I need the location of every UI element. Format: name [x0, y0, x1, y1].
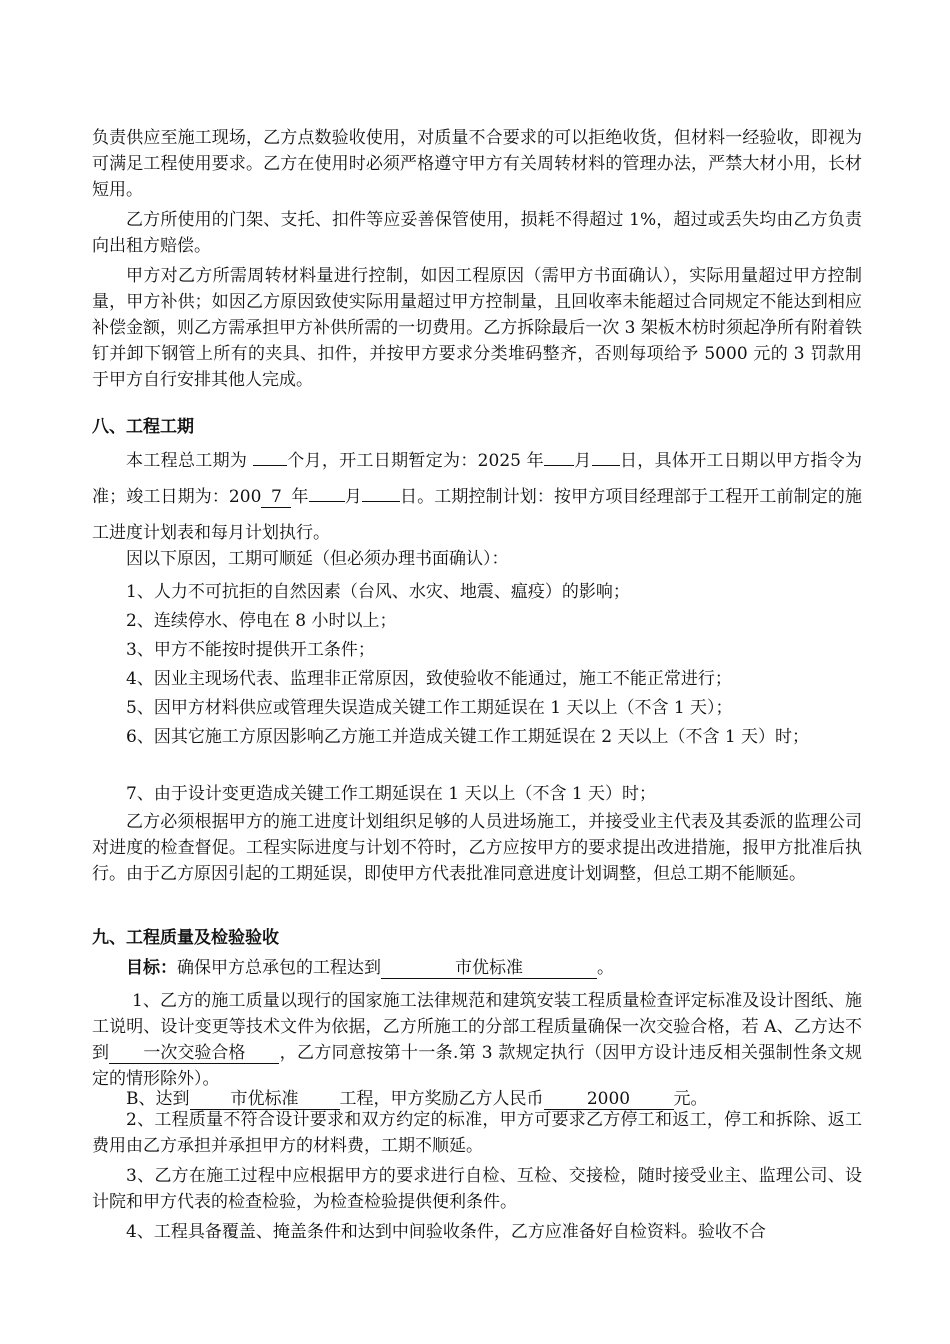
quality-clause-3: 3、乙方在施工过程中应根据甲方的要求进行自检、互检、交接检，随时接受业主、监理公司、设计院和甲方代表的检查检验，为检查检验提供便利条件。: [92, 1166, 862, 1212]
quality-clause-b: B、达到 市优标准 工程，甲方奖励乙方人民币 2000 元。: [126, 1089, 708, 1109]
blank-total-months: [253, 465, 287, 466]
paragraph-progress-control: 乙方必须根据甲方的施工进度计划组织足够的人员进场施工，并接受业主代表及其委派的监理公司对进度的检查督促。工程实际进度与计划不符时，乙方应按甲方的要求提出改进措施，报甲方批准后执行。由于乙方原因引起的工期延误，即使甲方代表批准同意进度计划调整，但总工期不能顺延。: [92, 812, 862, 884]
reward-standard-field: 市优标准: [190, 1089, 340, 1110]
goal-standard-field: 市优标准: [381, 958, 597, 979]
quality-goal: 目标：确保甲方总承包的工程达到 市优标准 。: [126, 958, 614, 978]
quality-clause-2: 2、工程质量不符合设计要求和双方约定的标准，甲方可要求乙方停工和返工，停工和拆除、返工费用由乙方承担并承担甲方的材料费，工期不顺延。: [92, 1110, 862, 1156]
delay-item-7: 7、由于设计变更造成关键工作工期延误在 1 天以上（不含 1 天）时；: [126, 784, 657, 804]
delay-item-5: 5、因甲方材料供应或管理失误造成关键工作工期延误在 1 天以上（不含 1 天）；: [126, 698, 733, 718]
section-heading-construction-period: 八、工程工期: [92, 417, 194, 437]
acceptance-standard-field: 一次交验合格: [109, 1043, 279, 1064]
quality-clause-4: 4、工程具备覆盖、掩盖条件和达到中间验收条件，乙方应准备好自检资料。验收不合: [126, 1222, 766, 1242]
paragraph-material-control: 甲方对乙方所需周转材料量进行控制，如因工程原因（需甲方书面确认），实际用量超过甲方控制量，甲方补供；如因乙方原因致使实际用量超过甲方控制量，且回收率未能超过合同规定不能达到相应补偿金额，则乙方需承担甲方补供所需的一切费用。乙方拆除最后一次 3 架板木枋时须起净所有附着铁钉并卸下钢管上所有的夹具、扣件，并按甲方要求分类堆码整齐，否则每项给予 5000 元的 3 罚款用于甲方自行安排其他人完成。: [92, 266, 862, 390]
blank-start-month: [544, 465, 574, 466]
delay-item-1: 1、人力不可抗拒的自然因素（台风、水灾、地震、瘟疫）的影响；: [126, 582, 630, 602]
delay-item-6: 6、因其它施工方原因影响乙方施工并造成关键工作工期延误在 2 天以上（不含 1 天）时；: [126, 727, 810, 747]
delay-item-2: 2、连续停水、停电在 8 小时以上；: [126, 611, 397, 631]
reward-amount-field: 2000: [544, 1089, 674, 1110]
paragraph-materials-supply: 负责供应至施工现场，乙方点数验收使用，对质量不合要求的可以拒绝收货，但材料一经验收，即视为可满足工程使用要求。乙方在使用时必须严格遵守甲方有关周转材料的管理办法，严禁大材小用，长材短用。: [92, 128, 862, 200]
paragraph-construction-period: 本工程总工期为 个月，开工日期暂定为：2025 年 月 日，具体开工日期以甲方指令为准；竣工日期为：200 7 年 月 日。工期控制计划：按甲方项目经理部于工程开工前制定的施工进度计划表和每月计划执行。: [92, 451, 863, 543]
delay-item-4: 4、因业主现场代表、监理非正常原因，致使验收不能通过，施工不能正常进行；: [126, 669, 732, 689]
completion-year-digit: 7: [261, 487, 291, 508]
blank-start-day: [592, 465, 620, 466]
blank-completion-month: [309, 501, 345, 502]
paragraph-loss-rate: 乙方所使用的门架、支托、扣件等应妥善保管使用，损耗不得超过 1%，超过或丢失均由乙方负责向出租方赔偿。: [92, 210, 862, 256]
delay-item-3: 3、甲方不能按时提供开工条件；: [126, 640, 375, 660]
blank-completion-day: [362, 501, 400, 502]
quality-clause-1: 1、乙方的施工质量以现行的国家施工法律规范和建筑安装工程质量检查评定标准及设计图纸、施工说明、设计变更等技术文件为依据，乙方所施工的分部工程质量确保一次交验合格，若 A、乙方达不到 一次交验合格 ，乙方同意按第十一条.第 3 款规定执行（因甲方设计违反相关强制性条文规定的情形除外）。: [92, 991, 863, 1089]
delay-intro: 因以下原因，工期可顺延（但必须办理书面确认）：: [126, 549, 509, 569]
section-heading-quality: 九、工程质量及检验验收: [92, 928, 279, 948]
